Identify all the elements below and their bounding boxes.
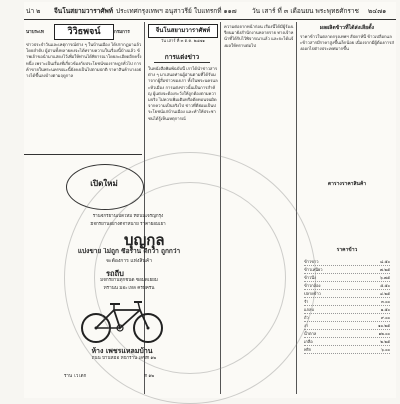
table-cell-price: ๗.๒๕ xyxy=(380,267,390,272)
table-cell-price: ๑.๕๐ xyxy=(380,307,390,312)
col1-body-text: ข่าวประจำวันและเหตุการณ์ต่าง ๆ ในบ้านเมือง ได้ปรากฏมาแล้วโดยลำดับ ผู้อ่านทั้งหลายคงจะได้ทราบความในเรื่องนี้บ้างแล้ว ข้าพเจ้าขอนำมาแสดงไว้เพื่อให้ท่านได้พิจารณาโดยละเอียดอีกครั้งหนึ่ง เพราะเป็นเรื่องที่เกี่ยวข้องกับประโยชน์ของราษฎรทั่วไป การค้าขายในพระนครขณะนี้ยังคงเป็นไปตามปกติ ราคาสินค้าบางอย่างได้ขึ้นลงบ้างตามฤดูกาล xyxy=(26,42,142,79)
page-number: น่า ๒ xyxy=(26,7,41,15)
ad-line-4: จะต้องการ แห่งสินค้า xyxy=(106,258,152,264)
table-cell-item: ข้าวขาว xyxy=(304,259,319,264)
col1-right-label: กรมการ xyxy=(114,30,130,35)
ad-big-text: บุญกุล xyxy=(124,231,165,249)
table-row xyxy=(304,282,390,290)
paper-title: จีนโนสยามวาราศัพท์ xyxy=(54,7,114,15)
ad-oval-text: เปิดใหม่ xyxy=(90,178,118,188)
table-cell-item: พริก xyxy=(304,347,312,352)
table-row xyxy=(304,346,390,354)
col3-body-text: ความต่อจากหน้าก่อน เรื่องนี้ได้มีผู้ร้องเรียนมายังสำนักงานหลายราย ทางเจ้าหน้าที่ได้รับไว้พิจารณาแล้ว และจะได้แจ้งผลให้ทราบต่อไป xyxy=(224,24,294,48)
ad-line-5: มีจักรยานทุกชนิด ซ่อมดีเยี่ยม xyxy=(100,278,158,283)
place: ประเทศกรุงเทพฯ อนุสาวรีย์ xyxy=(116,7,192,15)
ad-line-1: ร้านจักรยานเปิดใหม่ ที่ถนนเจริญกรุง xyxy=(92,214,164,219)
col4-price-table xyxy=(304,258,390,354)
table-row xyxy=(304,266,390,274)
table-cell-price: ๓.๐๐ xyxy=(381,299,390,304)
issue-date: วัน เสาร์ ที่ ๓ เดือนยน พระพุทธศักราช xyxy=(252,7,359,15)
col2-heading: การแต่งข่าว xyxy=(164,53,200,61)
table-row xyxy=(304,258,390,266)
col2-box-title: จีนโนสยามวาราศัพท์ xyxy=(148,24,218,38)
col4-heading: ผลผลิตข้าวที่ได้ส่งเสียตั้ง xyxy=(319,25,375,31)
table-cell-item: ข้าวนึ่ง xyxy=(304,275,316,280)
table-row xyxy=(304,298,390,306)
ad-line-6: ที่ร้านนี้ มีอะไหล่ ครบครัน xyxy=(103,286,155,291)
ad-footer-shop: ห้าง เพชรแหลมบ้าน xyxy=(91,346,153,355)
ad-rider-label: รถถีบ xyxy=(106,269,124,278)
masthead-rule xyxy=(24,19,396,20)
watermark-seal-inner xyxy=(94,182,286,374)
table-cell-item: แกลบ xyxy=(304,307,314,312)
col1-left-label: นำประเท xyxy=(26,30,44,35)
issue-number: ใบแทรกที่ ๑๑๗ xyxy=(194,7,237,15)
table-cell-item: งา xyxy=(304,323,309,328)
table-row xyxy=(304,322,390,330)
table-row xyxy=(304,338,390,346)
table-row xyxy=(304,274,390,282)
col1-bottom-rule xyxy=(24,154,142,155)
table-cell-price: ๑๒.๐๐ xyxy=(378,331,390,336)
table-row xyxy=(304,306,390,314)
table-cell-item: เกลือ xyxy=(304,339,313,344)
col4-sub-heading: ตารางราคาสินค้า xyxy=(327,181,367,187)
table-cell-price: ๖.๐๐ xyxy=(381,347,390,352)
table-cell-item: น้ำตาล xyxy=(304,331,317,336)
table-cell-item: ข้าวเหนียว xyxy=(304,267,323,272)
table-cell-item: ข้าวกล้อง xyxy=(304,283,321,288)
col2-heading-rule xyxy=(154,62,210,63)
ad-footer-4: ที่ ๑๒ xyxy=(144,374,155,379)
table-row xyxy=(304,330,390,338)
table-row xyxy=(304,314,390,322)
masthead xyxy=(24,6,396,18)
table-cell-price: ๙.๐๐ xyxy=(380,315,390,320)
ad-line-2: มีจักรยานอย่างดีจำหน่าย ราคาย่อมเยา xyxy=(90,222,166,227)
ad-footer-address: ถนน บ้านหม้อ หน้าร้าน เลขที่ ๑๒ xyxy=(91,356,157,361)
table-cell-item: ปลายข้าว xyxy=(304,291,321,296)
col1-box-title: วิวิธพจน์ xyxy=(54,24,114,40)
table-row xyxy=(304,290,390,298)
issue-year: ๒๔๗๑ xyxy=(368,7,387,15)
table-cell-price: ๕.๕๐ xyxy=(380,283,390,288)
ad-footer-3: ร้าน ไวโตก xyxy=(64,374,87,379)
table-cell-price: ๘.๕๐ xyxy=(380,259,390,264)
newspaper-page xyxy=(24,2,396,398)
col4-body-text: ราคาข้าวในตลาดกรุงเทพฯ สัปดาห์นี้ ข้าวเปลือกและข้าวสารมีราคาสูงขึ้นเล็กน้อย เนื่องจากมีผู้ต้องการส่งออกไปต่างประเทศมากขึ้น xyxy=(300,34,394,52)
table-cell-item: รำ xyxy=(304,299,309,304)
ad-line-3: แบ่งขาย ไม่ถูก ซื้อร้าน ดีกว่า ถูกกว่า xyxy=(77,248,181,255)
table-cell-item: ถั่ว xyxy=(304,315,309,320)
table-cell-price: ๖.๗๕ xyxy=(380,275,390,280)
table-cell-price: ๒.๒๕ xyxy=(380,339,390,344)
col2-dateline: วัน เสาร์ ที่ ๓ ต.ค. ๒๔๗๑ xyxy=(161,38,205,43)
table-cell-price: ๔.๒๕ xyxy=(380,291,390,296)
col4-table-title: ราคาข้าว xyxy=(336,247,358,253)
col2-body-text: ในหนังสือพิมพ์ฉบับนี้ เราได้นำข่าวสารต่าง ๆ มาเสนอท่านผู้อ่านตามที่ได้รับมาจากผู้สื่อข่าวของเรา ทั้งในพระนครและหัวเมือง การแต่งข่าวนั้นเป็นการสำคัญ ผู้แต่งจะต้องระวังให้ถูกต้องตามความจริง ไม่ควรเพิ่มเติมหรือตัดทอนจนผิดจากความเป็นจริงไป ข่าวที่ดีย่อมเป็นประโยชน์แก่บ้านเมือง และทำให้ประชาชนได้รู้เห็นเหตุการณ์ xyxy=(148,66,218,121)
table-cell-price: ๑๐.๒๕ xyxy=(378,323,390,328)
